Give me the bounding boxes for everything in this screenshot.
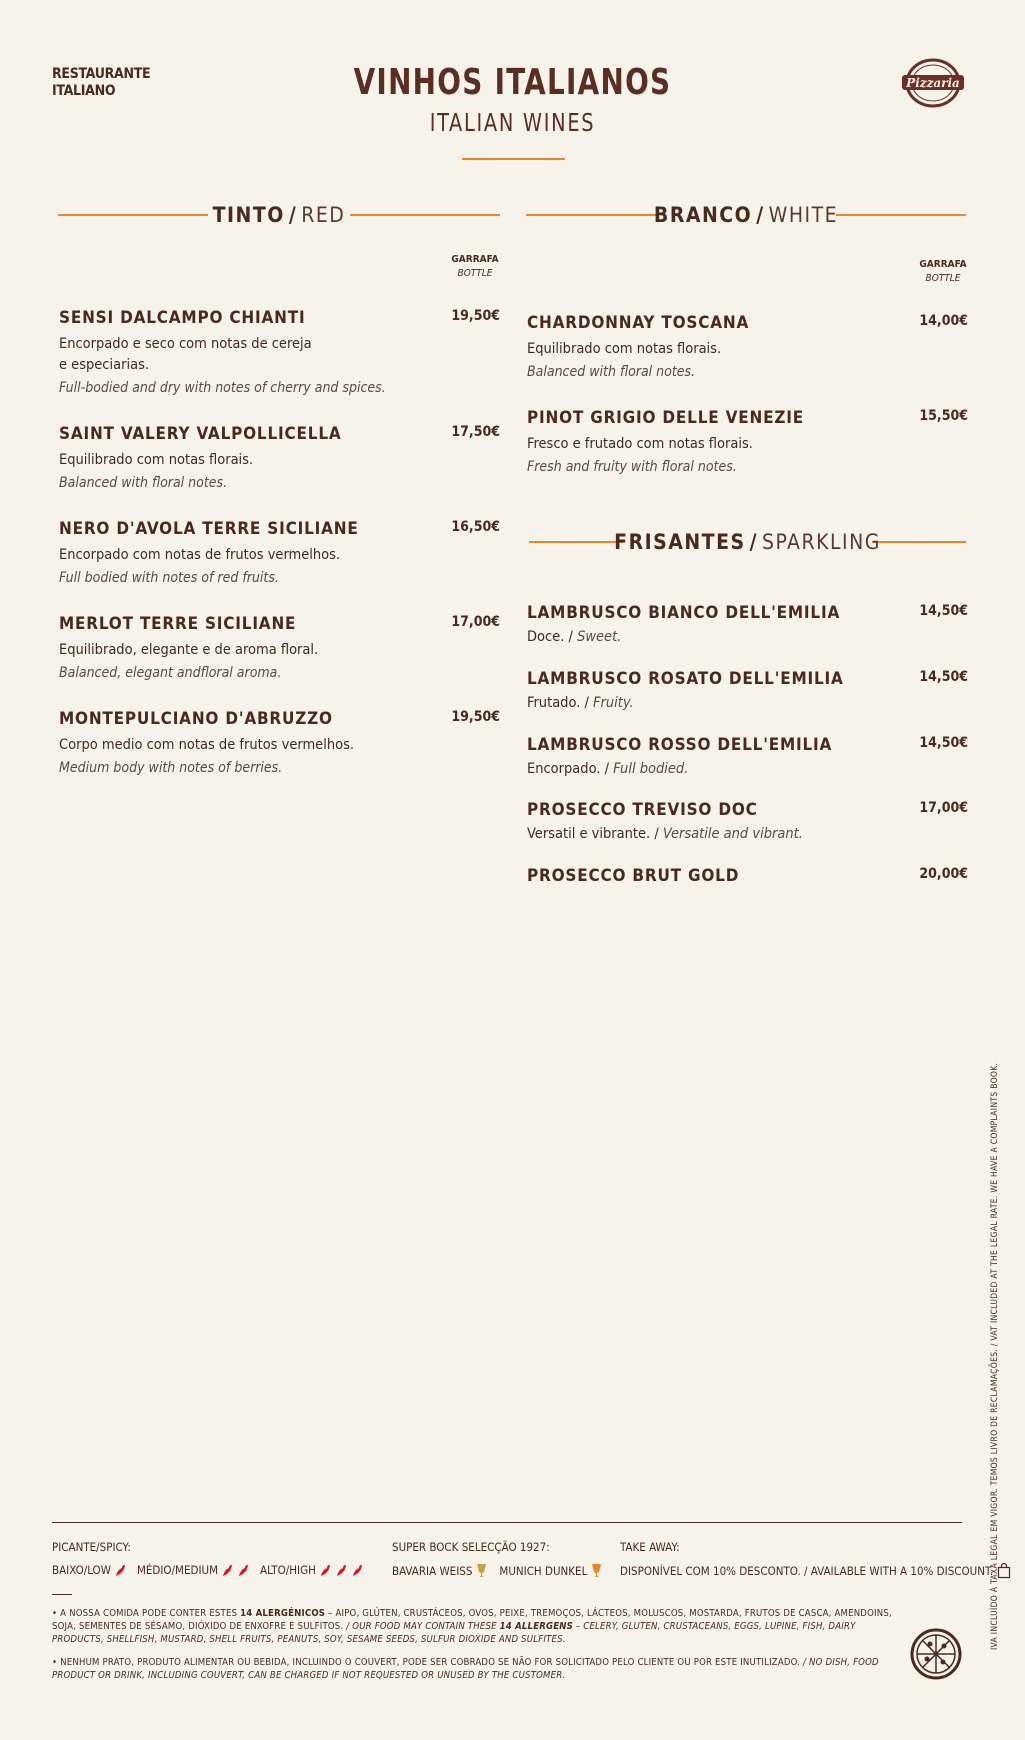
spicy-legend [52, 1563, 364, 1577]
logo-wordmark: Pizzaria [906, 76, 960, 90]
section-header-sparkling [529, 530, 966, 554]
wine-name: PROSECCO BRUT GOLD [527, 866, 740, 886]
wine-price: 14,50€ [919, 735, 968, 751]
section-title-pt: BRANCO [653, 203, 753, 227]
chili-icon [336, 1564, 347, 1577]
title-divider [462, 158, 565, 160]
beer-2-label: MUNICH DUNKEL [499, 1563, 588, 1578]
wine-item [527, 669, 968, 711]
wine-name: MERLOT TERRE SICILIANE [59, 614, 297, 634]
wine-desc-en: Full bodied with notes of red fruits. [59, 570, 279, 586]
wine-name: SAINT VALERY VALPOLLICELLA [59, 424, 342, 444]
wine-item [59, 308, 500, 399]
charge-note [52, 1656, 902, 1682]
pizzaria-logo [900, 58, 966, 108]
wine-item [59, 519, 500, 589]
wine-desc-pt: Encorpado com notas de frutos vermelhos. [59, 547, 341, 563]
spicy-medium-label: MÉDIO/MEDIUM [136, 1563, 219, 1577]
wine-item [527, 603, 968, 645]
chili-icon [320, 1564, 331, 1577]
section-header-white [526, 203, 966, 227]
bottle-header-red [445, 253, 505, 281]
bottle-header-pt: GARRAFA [451, 254, 499, 265]
chili-icon [222, 1564, 233, 1577]
beer-label: SUPER BOCK SELECÇÃO 1927: [392, 1540, 550, 1554]
pizza-icon [910, 1628, 962, 1680]
wine-desc-pt: Equilibrado com notas florais. [527, 341, 722, 357]
wine-name: LAMBRUSCO ROSSO DELL'EMILIA [527, 735, 833, 755]
wine-item [59, 614, 500, 684]
wine-name: SENSI DALCAMPO CHIANTI [59, 308, 306, 328]
section-header-red [58, 203, 500, 227]
wine-price: 19,50€ [451, 308, 500, 324]
wine-desc-en: Versatile and vibrant. [662, 826, 803, 842]
bottle-header-en: BOTTLE [925, 273, 961, 284]
brand-line-1: RESTAURANTE [52, 66, 151, 82]
brand-line-2: ITALIANO [52, 83, 116, 99]
wine-price: 14,50€ [919, 669, 968, 685]
wine-item [527, 735, 968, 777]
wine-price: 16,50€ [451, 519, 500, 535]
wine-price: 20,00€ [919, 866, 968, 882]
allergens-note [52, 1607, 902, 1646]
charge-note-en: / NO DISH, FOOD PRODUCT OR DRINK, INCLUDING COUVERT, CAN BE CHARGED IF NOT REQUESTED OR UNUSED BY THE CUSTOMER. [52, 1657, 879, 1681]
wine-price: 17,00€ [451, 614, 500, 630]
allergens-en-prefix: / OUR FOOD MAY CONTAIN THESE [343, 1621, 500, 1632]
wine-price: 15,50€ [919, 408, 968, 424]
wine-item [527, 866, 968, 886]
vat-note: IVA INCLUÍDO À TAXA LEGAL EM VIGOR. TEMOS LIVRO DE RECLAMAÇÕES. / VAT INCLUDED AT THE LEGAL RATE. WE HAVE A COMPLAINTS BOOK. [990, 1062, 1000, 1650]
wine-name: MONTEPULCIANO D'ABRUZZO [59, 709, 333, 729]
wine-item [59, 424, 500, 494]
wine-price: 17,00€ [919, 800, 968, 816]
wine-desc-en: Balanced with floral notes. [59, 475, 228, 491]
wine-name: LAMBRUSCO ROSATO DELL'EMILIA [527, 669, 844, 689]
bottle-header-pt: GARRAFA [919, 259, 967, 270]
wine-item [59, 709, 500, 779]
wine-price: 14,00€ [919, 313, 968, 329]
allergens-pt-list: – AIPO, GLÚTEN, CRUSTÁCEOS, OVOS, PEIXE, TREMOÇOS, LÁCTEOS, MOLUSCOS, MOSTARDA, FRUTOS DE CASCA, AMENDOINS, SOJA, SEMENTES DE SÉSAMO, DIÓXIDO DE ENXOFRE E SULFITOS. [52, 1608, 892, 1632]
bottle-header-white [913, 258, 973, 286]
wine-desc-pt: Corpo medio com notas de frutos vermelhos. [59, 737, 355, 753]
section-title-sparkling: FRISANTES / SPARKLING [614, 530, 881, 554]
beer-legend [392, 1563, 602, 1578]
wine-desc-pt: Frutado. [527, 695, 581, 711]
allergens-en-count: 14 ALLERGENS [499, 1621, 573, 1632]
section-title-en: SPARKLING [762, 530, 881, 554]
wine-price: 14,50€ [919, 603, 968, 619]
wine-desc-pt: Versatil e vibrante. [527, 826, 651, 842]
allergens-en-list: – CELERY, GLUTEN, CRUSTACEANS, EGGS, LUPINE, FISH, DAIRY PRODUCTS, SHELLFISH, MUSTARD, SHELL FRUITS, PEANUTS, SOY, SESAME SEEDS, SULFUR DIOXIDE AND SULFITES. [52, 1621, 856, 1645]
wine-item [527, 408, 968, 478]
bottle-header-en: BOTTLE [457, 268, 493, 279]
beer-glass-icon [476, 1563, 487, 1578]
takeaway-text: DISPONÍVEL COM 10% DESCONTO. / AVAILABLE WITH A 10% DISCOUNT. [620, 1564, 994, 1578]
wine-desc-pt [59, 334, 500, 376]
wine-desc-en: Balanced, elegant andfloral aroma. [59, 665, 282, 681]
notes-divider [52, 1594, 72, 1595]
wine-desc-en: Full bodied. [613, 761, 689, 777]
allergens-pt-count: 14 ALERGÉNICOS [240, 1608, 326, 1619]
wine-desc-pt: Doce. [527, 629, 565, 645]
page-subtitle: ITALIAN WINES [429, 108, 596, 137]
page-title: VINHOS ITALIANOS [353, 62, 672, 103]
section-title-red: TINTO / RED [212, 203, 346, 227]
section-title-en: WHITE [768, 203, 839, 227]
chili-icon [115, 1564, 126, 1577]
spicy-high-label: ALTO/HIGH [260, 1563, 316, 1577]
footer-divider [52, 1522, 962, 1523]
wine-desc: Doce. / Sweet. [527, 629, 622, 645]
wine-name: NERO D'AVOLA TERRE SICILIANE [59, 519, 359, 539]
wine-item [527, 313, 968, 383]
wine-desc-pt-line1: Encorpado e seco com notas de cereja [59, 336, 312, 352]
wine-desc: Encorpado. / Full bodied. [527, 761, 689, 777]
allergens-pt-prefix: • A NOSSA COMIDA PODE CONTER ESTES [52, 1608, 241, 1619]
wine-desc-pt: Equilibrado com notas florais. [59, 452, 254, 468]
wine-desc: Frutado. / Fruity. [527, 695, 634, 711]
section-title-pt: TINTO [212, 203, 285, 227]
chili-icon [238, 1564, 249, 1577]
wine-desc-en: Full-bodied and dry with notes of cherry and spices. [59, 380, 386, 396]
wine-desc-pt: Equilibrado, elegante e de aroma floral. [59, 642, 319, 658]
wine-desc: Versatil e vibrante. / Versatile and vibrant. [527, 826, 803, 842]
chili-icon [352, 1564, 363, 1577]
section-title-pt: FRISANTES [614, 530, 746, 554]
section-title-en: RED [301, 203, 346, 227]
wine-desc-pt-line2: e especiarias. [59, 357, 150, 373]
spicy-label: PICANTE/SPICY: [52, 1540, 131, 1554]
wine-desc-pt: Fresco e frutado com notas florais. [527, 436, 753, 452]
beer-glass-icon [591, 1563, 602, 1578]
wine-name: PINOT GRIGIO DELLE VENEZIE [527, 408, 804, 428]
wine-price: 19,50€ [451, 709, 500, 725]
wine-desc-en: Fresh and fruity with floral notes. [527, 459, 737, 475]
wine-desc-en: Medium body with notes of berries. [59, 760, 283, 776]
takeaway-label: TAKE AWAY: [620, 1540, 680, 1554]
charge-note-pt: • NENHUM PRATO, PRODUTO ALIMENTAR OU BEBIDA, INCLUINDO O COUVERT, PODE SER COBRADO SE NÃO FOR SOLICITADO PELO CLIENTE OU POR ESTE INUTILIZADO. [52, 1657, 801, 1668]
section-title-white: BRANCO / WHITE [653, 203, 839, 227]
wine-name: CHARDONNAY TOSCANA [527, 313, 750, 333]
wine-desc-pt: Encorpado. [527, 761, 601, 777]
takeaway-info [620, 1563, 1011, 1579]
wine-price: 17,50€ [451, 424, 500, 440]
wine-name: LAMBRUSCO BIANCO DELL'EMILIA [527, 603, 841, 623]
wine-name: PROSECCO TREVISO DOC [527, 800, 758, 820]
wine-desc-en: Balanced with floral notes. [527, 364, 696, 380]
wine-desc-en: Fruity. [593, 695, 634, 711]
wine-desc-en: Sweet. [577, 629, 622, 645]
wine-item [527, 800, 968, 842]
beer-1-label: BAVARIA WEISS [392, 1563, 473, 1578]
spicy-low-label: BAIXO/LOW [52, 1563, 111, 1577]
